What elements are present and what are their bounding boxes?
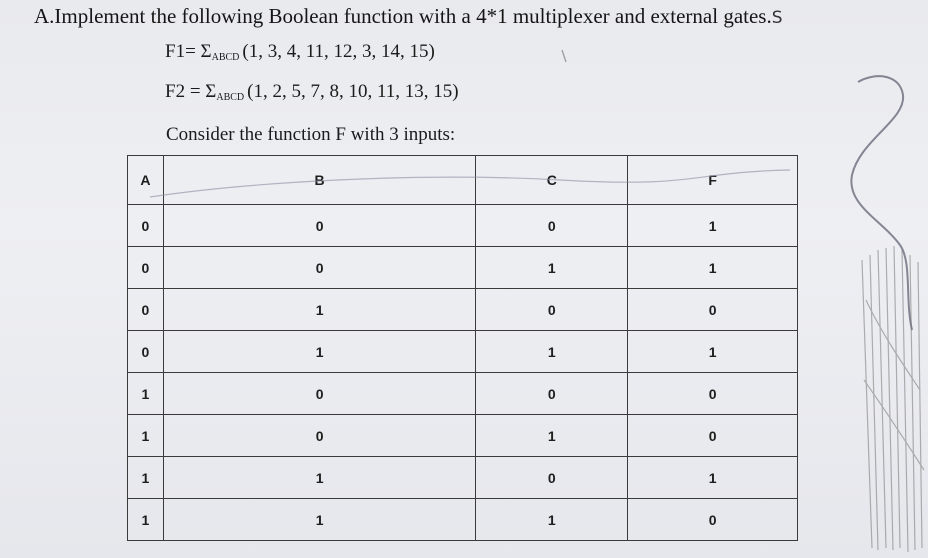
truth-table — [127, 155, 798, 541]
truth-table-header-row — [128, 156, 798, 205]
table-row — [128, 247, 798, 289]
consider-text: Consider the function F with 3 inputs: — [166, 124, 456, 145]
header-c: C — [476, 156, 628, 205]
header-f: F — [628, 156, 798, 205]
cell-a: 1 — [128, 415, 164, 457]
cell-b: 1 — [163, 457, 476, 499]
equation-f1-terms: (1, 3, 4, 11, 12, 3, 14, 15) — [242, 41, 435, 62]
question-mark-scribble — [851, 76, 912, 330]
cell-f: 1 — [628, 205, 798, 247]
question-title: A.Implement the following Boolean function with a 4*1 multiplexer and external gates.S — [34, 4, 783, 28]
cell-b: 0 — [163, 373, 476, 415]
pencil-tick — [562, 50, 566, 62]
cell-a: 0 — [128, 205, 164, 247]
equation-f1-name: F1= — [165, 41, 201, 62]
cell-f: 1 — [628, 457, 798, 499]
cell-b: 1 — [163, 331, 476, 373]
cell-b: 1 — [163, 289, 476, 331]
cell-a: 0 — [128, 247, 164, 289]
cell-c: 0 — [476, 373, 628, 415]
equation-f2 — [165, 81, 459, 103]
equation-f2-name: F2 = — [165, 81, 206, 102]
cell-c: 0 — [476, 289, 628, 331]
cell-f: 0 — [628, 499, 798, 541]
hatching-scribble — [862, 246, 924, 552]
cell-a: 1 — [128, 457, 164, 499]
cell-f: 0 — [628, 373, 798, 415]
cell-a: 1 — [128, 373, 164, 415]
table-row — [128, 289, 798, 331]
table-row — [128, 499, 798, 541]
cell-c: 1 — [476, 499, 628, 541]
sigma-symbol: Σ — [205, 81, 217, 102]
equation-f1 — [165, 41, 435, 63]
sigma-symbol: Σ — [200, 41, 212, 62]
table-row — [128, 373, 798, 415]
equation-f2-terms: (1, 2, 5, 7, 8, 10, 11, 13, 15) — [247, 81, 459, 102]
cell-a: 0 — [128, 289, 164, 331]
title-handwritten-mark: S — [771, 8, 783, 28]
cell-b: 0 — [163, 247, 476, 289]
cell-f: 0 — [628, 289, 798, 331]
table-row — [128, 205, 798, 247]
cell-c: 1 — [476, 415, 628, 457]
cell-b: 1 — [163, 499, 476, 541]
table-row — [128, 415, 798, 457]
header-b: B — [163, 156, 476, 205]
cell-f: 0 — [628, 415, 798, 457]
table-row — [128, 331, 798, 373]
cell-c: 1 — [476, 247, 628, 289]
cell-c: 0 — [476, 205, 628, 247]
sigma-subscript: ABCD — [211, 52, 240, 63]
table-row — [128, 457, 798, 499]
sigma-subscript: ABCD — [216, 92, 245, 103]
cell-f: 1 — [628, 247, 798, 289]
header-a: A — [128, 156, 164, 205]
cell-a: 0 — [128, 331, 164, 373]
cell-a: 1 — [128, 499, 164, 541]
cell-f: 1 — [628, 331, 798, 373]
cell-c: 0 — [476, 457, 628, 499]
cell-b: 0 — [163, 205, 476, 247]
cell-b: 0 — [163, 415, 476, 457]
cell-c: 1 — [476, 331, 628, 373]
